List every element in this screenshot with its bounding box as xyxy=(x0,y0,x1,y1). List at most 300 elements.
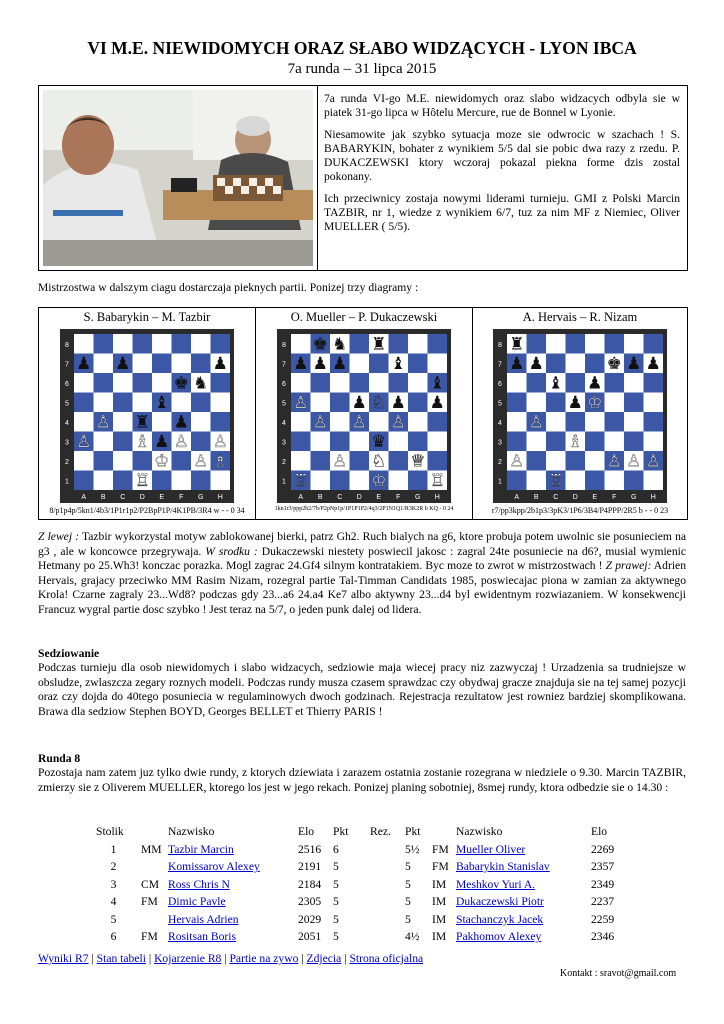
player-points-cell: 5 xyxy=(333,895,339,909)
contact-info: Kontakt : sravot@gmail.com xyxy=(560,968,677,979)
board-svg xyxy=(277,329,451,503)
table-number-cell: 2 xyxy=(110,860,117,874)
board-square xyxy=(546,334,566,354)
board-square xyxy=(311,451,331,471)
player-title-cell xyxy=(141,858,168,876)
board-square xyxy=(133,334,153,354)
footer-link[interactable]: Stan tabeli xyxy=(96,952,146,965)
board-square xyxy=(350,334,370,354)
player-elo-cell: 2184 xyxy=(298,877,322,891)
file-label: D xyxy=(572,494,578,501)
board-square xyxy=(546,451,566,471)
board-square xyxy=(585,432,605,452)
player-points-cell: 5 xyxy=(333,930,339,944)
file-label: B xyxy=(317,494,323,501)
rank-label: 7 xyxy=(65,361,69,369)
comment-text: Dukaczewski niestety poswiecil jakosc : zagral 24te posuniecie na d6?, musial wymienic Hetmany po 25.Wh3! konczac porazka. Mogl zagrac 24.Gf4 silnym kontratakiem. Byc moze to zwrot w mistrzostwach ! xyxy=(38,544,686,573)
white-queen-icon: ♕ xyxy=(410,451,426,472)
footer-link[interactable]: Partie na zywo xyxy=(229,952,299,965)
board-square xyxy=(113,451,133,471)
white-pawn-icon: ♙ xyxy=(351,412,367,433)
player-name-link[interactable]: Hervais Adrien xyxy=(168,912,239,926)
opponent-elo-cell: 2349 xyxy=(591,877,615,891)
board-square xyxy=(546,393,566,413)
table-row xyxy=(96,893,614,911)
white-knight-icon: ♘ xyxy=(371,393,387,414)
board-square xyxy=(350,432,370,452)
player-points-cell: 5 xyxy=(333,860,339,874)
player-name-cell xyxy=(168,928,298,946)
white-pawn-icon: ♙ xyxy=(312,412,328,433)
table-row xyxy=(96,928,614,946)
board-square xyxy=(566,334,586,354)
board-square xyxy=(94,451,114,471)
board-square xyxy=(211,373,231,393)
rank-label: 8 xyxy=(65,341,69,349)
diagram-title: O. Mueller – P. Dukaczewski xyxy=(290,310,438,324)
black-queen-icon: ♛ xyxy=(371,432,387,453)
board-square xyxy=(507,471,527,491)
section-heading-runda8: Runda 8 xyxy=(38,752,81,765)
board-square xyxy=(408,412,428,432)
file-label: A xyxy=(81,494,87,501)
opponent-name-link[interactable]: Babarykin Stanislav xyxy=(456,860,550,874)
player-elo-cell: 2191 xyxy=(298,860,322,874)
player-name-cell xyxy=(168,911,298,929)
board-square xyxy=(74,412,94,432)
board-square xyxy=(172,334,192,354)
opponent-name-link[interactable]: Meshkov Yuri A. xyxy=(456,877,536,891)
board-square xyxy=(644,412,664,432)
board-square xyxy=(624,373,644,393)
board-square xyxy=(330,393,350,413)
file-label: A xyxy=(298,494,304,501)
comment-label: Z lewej : xyxy=(38,530,80,543)
file-label: H xyxy=(650,494,656,501)
board-square xyxy=(172,451,192,471)
board-square xyxy=(94,471,114,491)
table-number-cell: 4 xyxy=(110,895,117,909)
player-elo-cell: 2516 xyxy=(298,842,322,856)
rank-label: 4 xyxy=(65,419,69,427)
rank-label: 7 xyxy=(498,361,502,369)
board-square xyxy=(94,373,114,393)
board-square xyxy=(133,393,153,413)
board-square xyxy=(350,471,370,491)
board-square xyxy=(311,432,331,452)
board-square xyxy=(291,432,311,452)
board-square xyxy=(311,393,331,413)
board-square xyxy=(311,471,331,491)
board-square xyxy=(172,471,192,491)
board-square xyxy=(330,432,350,452)
opponent-name-cell xyxy=(456,858,591,876)
board-square xyxy=(389,451,409,471)
intro-paragraph: Ich przeciwnicy zostaja nowymi liderami turnieju. GMI z Polski Marcin TAZBIR, nr 1, wiedze z wynikiem 6/7, tuz za nim MF z Niemiec, Oliver MUELLER ( 5/5). xyxy=(324,192,680,233)
board-square xyxy=(644,471,664,491)
board-square xyxy=(74,451,94,471)
black-pawn-icon: ♟ xyxy=(312,354,328,375)
board-square xyxy=(527,471,547,491)
rank-label: 5 xyxy=(498,400,502,408)
player-title-cell: CM xyxy=(141,877,160,891)
black-bishop-icon: ♝ xyxy=(390,354,406,375)
black-pawn-icon: ♟ xyxy=(293,354,309,375)
opponent-title-cell: IM xyxy=(432,877,447,891)
board-square xyxy=(211,412,231,432)
footer-link[interactable]: Strona oficjalna xyxy=(349,952,424,965)
white-rook-icon: ♖ xyxy=(429,471,445,492)
comment-text: Adrien Hervais, grajacy przeciwko MM Rasim Nizam, rozegral partie Tal-Timman Candidats 1985, poswiecajac piona w zamian za aktywnego Krola! Czarne zagraly 23...Wd8? podczas gdy 23...a6 24.a4 Ke7 albo aktywny 23...d4 byl ewidentnym rozwiazaniem. W konsekwencji Francuz wygral partie dosc szybko ! Jest teraz na 5/7, o jeden punk dalej od lidera. xyxy=(38,559,686,616)
opponent-title-cell: FM xyxy=(432,860,449,874)
board-svg xyxy=(493,329,667,503)
diagram-fen: r7/pp3kpp/2b1p3/3pK3/1P6/3B4/P4PPP/2R5 b - - 0 23 xyxy=(491,506,669,515)
opponent-elo-cell: 2259 xyxy=(591,912,615,926)
black-rook-icon: ♜ xyxy=(509,334,525,355)
section-heading-sedziowanie: Sedziowanie xyxy=(38,647,100,660)
board-square xyxy=(644,393,664,413)
board-square xyxy=(408,334,428,354)
file-label: E xyxy=(159,494,165,501)
board-square xyxy=(507,373,527,393)
header-rez: Rez. xyxy=(370,825,391,839)
opponent-elo-cell: 2237 xyxy=(591,895,615,909)
opponent-title-cell: IM xyxy=(432,912,447,926)
player-elo-cell: 2305 xyxy=(298,895,322,909)
black-knight-icon: ♞ xyxy=(332,334,348,355)
table-number-cell: 1 xyxy=(110,842,117,856)
rank-label: 4 xyxy=(498,419,502,427)
section-text-sedziowanie: Podczas turnieju dla osob niewidomych i slabo widzacych, sedziowie maja wiecej pracy niz zazwyczaj ! Urzadzenia sa trudniejsze w obsludze, zwlaszcza zegary roznych modeli. Podczas rundy musza czasem sprawdzac czy obydwaj gracze znajduja sie na tej samej pozycji oraz czy dojda do 40tego posuniecia w regulaminowych dwoch godzinach. Rejestracja rezultatow jest rowniez bardziej skomplikowana. Brawa dla sedziow Stephen BOYD, Georges BELLET et Thierry PARIS ! xyxy=(38,661,686,718)
board-square xyxy=(644,432,664,452)
footer-link[interactable]: Kojarzenie R8 xyxy=(154,952,222,965)
section-text-runda8: Pozostaja nam zatem juz tylko dwie rundy, z ktorych dziewiata i zarazem ostatnia zostanie rozegrana w niedziele o 9.30. Marcin TAZBIR, zmierzy sie z Oliverem MUELLER, ktorego los jest w jego rekach. Ponizej planing sobotniej, 8smej rundy, ktora odbedzie sie o 14.30 : xyxy=(38,766,686,794)
board-square xyxy=(624,432,644,452)
board-square xyxy=(527,373,547,393)
opponent-name-link[interactable]: Dukaczewski Piotr xyxy=(456,895,544,909)
link-separator: | xyxy=(148,952,152,965)
black-rook-icon: ♜ xyxy=(134,412,150,433)
board-square xyxy=(191,334,211,354)
white-knight-icon: ♘ xyxy=(371,451,387,472)
opponent-name-cell xyxy=(456,876,591,894)
opponent-points-cell: 4½ xyxy=(405,930,420,944)
board-square xyxy=(605,471,625,491)
pairings-table xyxy=(96,823,614,946)
board-square xyxy=(527,393,547,413)
player-elo-cell: 2051 xyxy=(298,930,322,944)
board-square xyxy=(428,432,448,452)
page-subtitle: 7a runda – 31 lipca 2015 xyxy=(287,61,437,77)
board-square xyxy=(408,432,428,452)
board-square xyxy=(428,334,448,354)
header-title1 xyxy=(141,823,168,841)
table-header-row xyxy=(96,823,614,841)
board-square xyxy=(428,354,448,374)
white-rook-icon: ♖ xyxy=(134,471,150,492)
black-pawn-icon: ♟ xyxy=(212,354,228,375)
diagram-right xyxy=(473,308,687,519)
header-pkt2: Pkt xyxy=(405,825,421,839)
black-rook-icon: ♜ xyxy=(371,334,387,355)
board-square xyxy=(605,334,625,354)
board-square xyxy=(389,432,409,452)
black-pawn-icon: ♟ xyxy=(351,393,367,414)
board-square xyxy=(585,451,605,471)
board-square xyxy=(94,432,114,452)
file-label: C xyxy=(553,494,559,501)
rank-label: 5 xyxy=(65,400,69,408)
opponent-points-cell: 5½ xyxy=(405,842,420,856)
intro-paragraph: Niesamowite jak szybko sytuacja moze sie odwrocic w szachach ! S. BABARYKIN, bohater z wynikiem 5/5 dal sie pobic dwa razy z rzedu. P. DUKACZEWSKI ktory wczoraj pokazal piekna forme dzis zostal pokonany. xyxy=(324,128,680,183)
file-label: C xyxy=(120,494,126,501)
footer-link[interactable]: Zdjecia xyxy=(306,952,342,965)
board-square xyxy=(94,393,114,413)
table-number-cell: 6 xyxy=(110,930,117,944)
black-pawn-icon: ♟ xyxy=(587,373,603,394)
rank-label: 3 xyxy=(65,439,69,447)
bottom-links xyxy=(38,952,423,965)
link-separator: | xyxy=(224,952,227,965)
result-cell xyxy=(370,893,405,911)
intro-text xyxy=(317,86,684,270)
file-label: F xyxy=(612,494,617,501)
rank-label: 2 xyxy=(65,458,69,466)
link-separator: | xyxy=(301,952,304,965)
black-pawn-icon: ♟ xyxy=(528,354,544,375)
link-separator: | xyxy=(91,952,94,965)
player-points-cell: 5 xyxy=(333,912,339,926)
opponent-name-cell xyxy=(456,911,591,929)
rank-label: 6 xyxy=(65,380,69,388)
board-square xyxy=(113,393,133,413)
white-rook-icon: ♖ xyxy=(293,471,309,492)
table-number-cell: 3 xyxy=(110,877,117,891)
header-elo2: Elo xyxy=(591,825,608,839)
diagram-title: A. Hervais – R. Nizam xyxy=(522,310,638,324)
board-square xyxy=(624,412,644,432)
white-pawn-icon: ♙ xyxy=(509,451,525,472)
diagram-fen: 1kn1r3/ppp2b2/7b/P2pNp1p/1P1P1P2/4q3/2P1N1Q1/R3K2R b KQ - 0 24 xyxy=(274,506,454,512)
board-square xyxy=(191,432,211,452)
board-square xyxy=(74,373,94,393)
rank-label: 6 xyxy=(498,380,502,388)
opponent-points-cell: 5 xyxy=(405,860,411,874)
board-square xyxy=(428,451,448,471)
opponent-name-cell xyxy=(456,893,591,911)
page-title: VI M.E. NIEWIDOMYCH ORAZ SŁABO WIDZĄCYCH - LYON IBCA xyxy=(87,38,637,58)
file-label: D xyxy=(139,494,145,501)
black-king-icon: ♚ xyxy=(312,334,328,355)
white-pawn-icon: ♙ xyxy=(212,432,228,453)
board-square xyxy=(408,354,428,374)
board-square xyxy=(330,373,350,393)
opponent-name-link[interactable]: Pakhomov Alexey xyxy=(456,930,542,944)
player-name-link[interactable]: Rositsan Boris xyxy=(168,930,236,944)
board-square xyxy=(152,471,172,491)
table-row xyxy=(96,911,614,929)
chess-board xyxy=(277,329,451,503)
header-pkt1: Pkt xyxy=(333,825,349,839)
player-name-link[interactable]: Dimic Pavle xyxy=(168,895,226,909)
board-square xyxy=(624,393,644,413)
opponent-elo-cell: 2357 xyxy=(591,860,615,874)
board-square xyxy=(585,412,605,432)
board-square xyxy=(605,373,625,393)
white-king-icon: ♔ xyxy=(154,451,170,472)
board-square xyxy=(113,412,133,432)
board-square xyxy=(94,354,114,374)
board-square xyxy=(113,373,133,393)
file-label: G xyxy=(198,494,204,501)
board-square xyxy=(113,432,133,452)
black-pawn-icon: ♟ xyxy=(390,393,406,414)
white-rook-icon: ♖ xyxy=(548,471,564,492)
board-square xyxy=(585,354,605,374)
comment-label: Z prawej: xyxy=(605,559,652,573)
header-nazwisko2: Nazwisko xyxy=(456,825,503,839)
board-square xyxy=(152,412,172,432)
board-square xyxy=(152,373,172,393)
board-square xyxy=(389,373,409,393)
white-pawn-icon: ♙ xyxy=(76,432,92,453)
black-pawn-icon: ♟ xyxy=(76,354,92,375)
board-square xyxy=(527,451,547,471)
board-square xyxy=(350,373,370,393)
file-label: B xyxy=(533,494,539,501)
black-pawn-icon: ♟ xyxy=(645,354,661,375)
black-pawn-icon: ♟ xyxy=(567,393,583,414)
board-square xyxy=(133,354,153,374)
opponent-name-link[interactable]: Stachanczyk Jacek xyxy=(456,912,544,926)
board-square xyxy=(546,432,566,452)
diagrams-intro: Mistrzostwa w dalszym ciagu dostarczaja pieknych partii. Ponizej trzy diagramy : xyxy=(38,281,419,294)
result-cell xyxy=(370,858,405,876)
rank-label: 2 xyxy=(282,458,286,466)
black-bishop-icon: ♝ xyxy=(548,373,564,394)
board-square xyxy=(74,334,94,354)
opponent-name-cell xyxy=(456,928,591,946)
intro-paragraph: 7a runda VI-go M.E. niewidomych oraz slabo widzacych odbyla sie w piatek 31-go lipca w Hôtelu Mercure, rue de Bonnel w Lyonie. xyxy=(324,92,680,119)
file-label: H xyxy=(434,494,440,501)
board-square xyxy=(566,451,586,471)
board-square xyxy=(172,393,192,413)
white-pawn-icon: ♙ xyxy=(173,432,189,453)
file-label: E xyxy=(592,494,598,501)
white-pawn-icon: ♙ xyxy=(95,412,111,433)
board-square xyxy=(113,471,133,491)
board-square xyxy=(507,412,527,432)
black-pawn-icon: ♟ xyxy=(626,354,642,375)
rank-label: 7 xyxy=(282,361,286,369)
board-square xyxy=(644,334,664,354)
board-square xyxy=(369,373,389,393)
board-square xyxy=(152,354,172,374)
board-square xyxy=(507,432,527,452)
opponent-points-cell: 5 xyxy=(405,895,411,909)
white-pawn-icon: ♙ xyxy=(645,451,661,472)
tournament-photo xyxy=(43,90,313,266)
diagram-left xyxy=(39,308,255,519)
black-king-icon: ♚ xyxy=(606,354,622,375)
player-name-link[interactable]: Ross Chris N xyxy=(168,877,230,891)
player-elo-cell: 2029 xyxy=(298,912,322,926)
player-name-link[interactable]: Tazbir Marcin xyxy=(168,842,234,856)
board-square xyxy=(566,373,586,393)
table-row xyxy=(96,841,614,859)
file-label: F xyxy=(179,494,184,501)
table-row xyxy=(96,876,614,894)
board-square xyxy=(585,471,605,491)
white-king-icon: ♔ xyxy=(371,471,387,492)
file-label: G xyxy=(415,494,421,501)
board-square xyxy=(350,451,370,471)
player-name-cell xyxy=(168,876,298,894)
board-square xyxy=(527,432,547,452)
header-nazwisko1: Nazwisko xyxy=(168,825,215,839)
board-square xyxy=(408,373,428,393)
diagrams-box xyxy=(38,307,688,520)
player-name-link[interactable]: Komissarov Alexey xyxy=(168,860,260,874)
file-label: A xyxy=(514,494,520,501)
board-square xyxy=(605,432,625,452)
result-cell xyxy=(370,928,405,946)
white-pawn-icon: ♙ xyxy=(528,412,544,433)
board-square xyxy=(546,354,566,374)
board-square xyxy=(291,412,311,432)
board-square xyxy=(585,334,605,354)
rank-label: 1 xyxy=(65,478,69,486)
board-svg xyxy=(60,329,234,503)
white-pawn-icon: ♙ xyxy=(332,451,348,472)
photo-illustration xyxy=(43,90,313,266)
rank-label: 4 xyxy=(282,419,286,427)
diagram-title: S. Babarykin – M. Tazbir xyxy=(83,310,211,324)
header-title2 xyxy=(432,823,456,841)
board-square xyxy=(152,334,172,354)
board-square xyxy=(566,412,586,432)
black-pawn-icon: ♟ xyxy=(115,354,131,375)
opponent-elo-cell: 2346 xyxy=(591,930,615,944)
board-square xyxy=(624,471,644,491)
rank-label: 3 xyxy=(498,439,502,447)
table-row xyxy=(96,858,614,876)
black-knight-icon: ♞ xyxy=(193,373,209,394)
opponent-name-link[interactable]: Mueller Oliver xyxy=(456,842,526,856)
board-square xyxy=(644,373,664,393)
player-points-cell: 5 xyxy=(333,877,339,891)
footer-link[interactable]: Wyniki R7 xyxy=(38,952,89,965)
rank-label: 2 xyxy=(498,458,502,466)
table-number-cell: 5 xyxy=(110,912,117,926)
rank-label: 6 xyxy=(282,380,286,388)
board-square xyxy=(389,471,409,491)
black-pawn-icon: ♟ xyxy=(332,354,348,375)
rank-label: 1 xyxy=(498,478,502,486)
player-title-cell: FM xyxy=(141,895,158,909)
comment-text: Tazbir wykorzystal motyw zablokowanej bierki, patrz Gh2. Ruch bialych na g6, ktore probuja potem uwolnic sie posunieciem na g3 , ale w koncowce przegrywaja. xyxy=(38,530,687,558)
board-square xyxy=(172,354,192,374)
file-label: G xyxy=(631,494,637,501)
link-separator: | xyxy=(344,952,347,965)
chess-board xyxy=(493,329,667,503)
black-king-icon: ♚ xyxy=(173,373,189,394)
file-label: D xyxy=(356,494,362,501)
result-cell xyxy=(370,841,405,859)
player-title-cell: MM xyxy=(141,842,162,856)
player-title-cell: FM xyxy=(141,930,158,944)
result-cell xyxy=(370,876,405,894)
